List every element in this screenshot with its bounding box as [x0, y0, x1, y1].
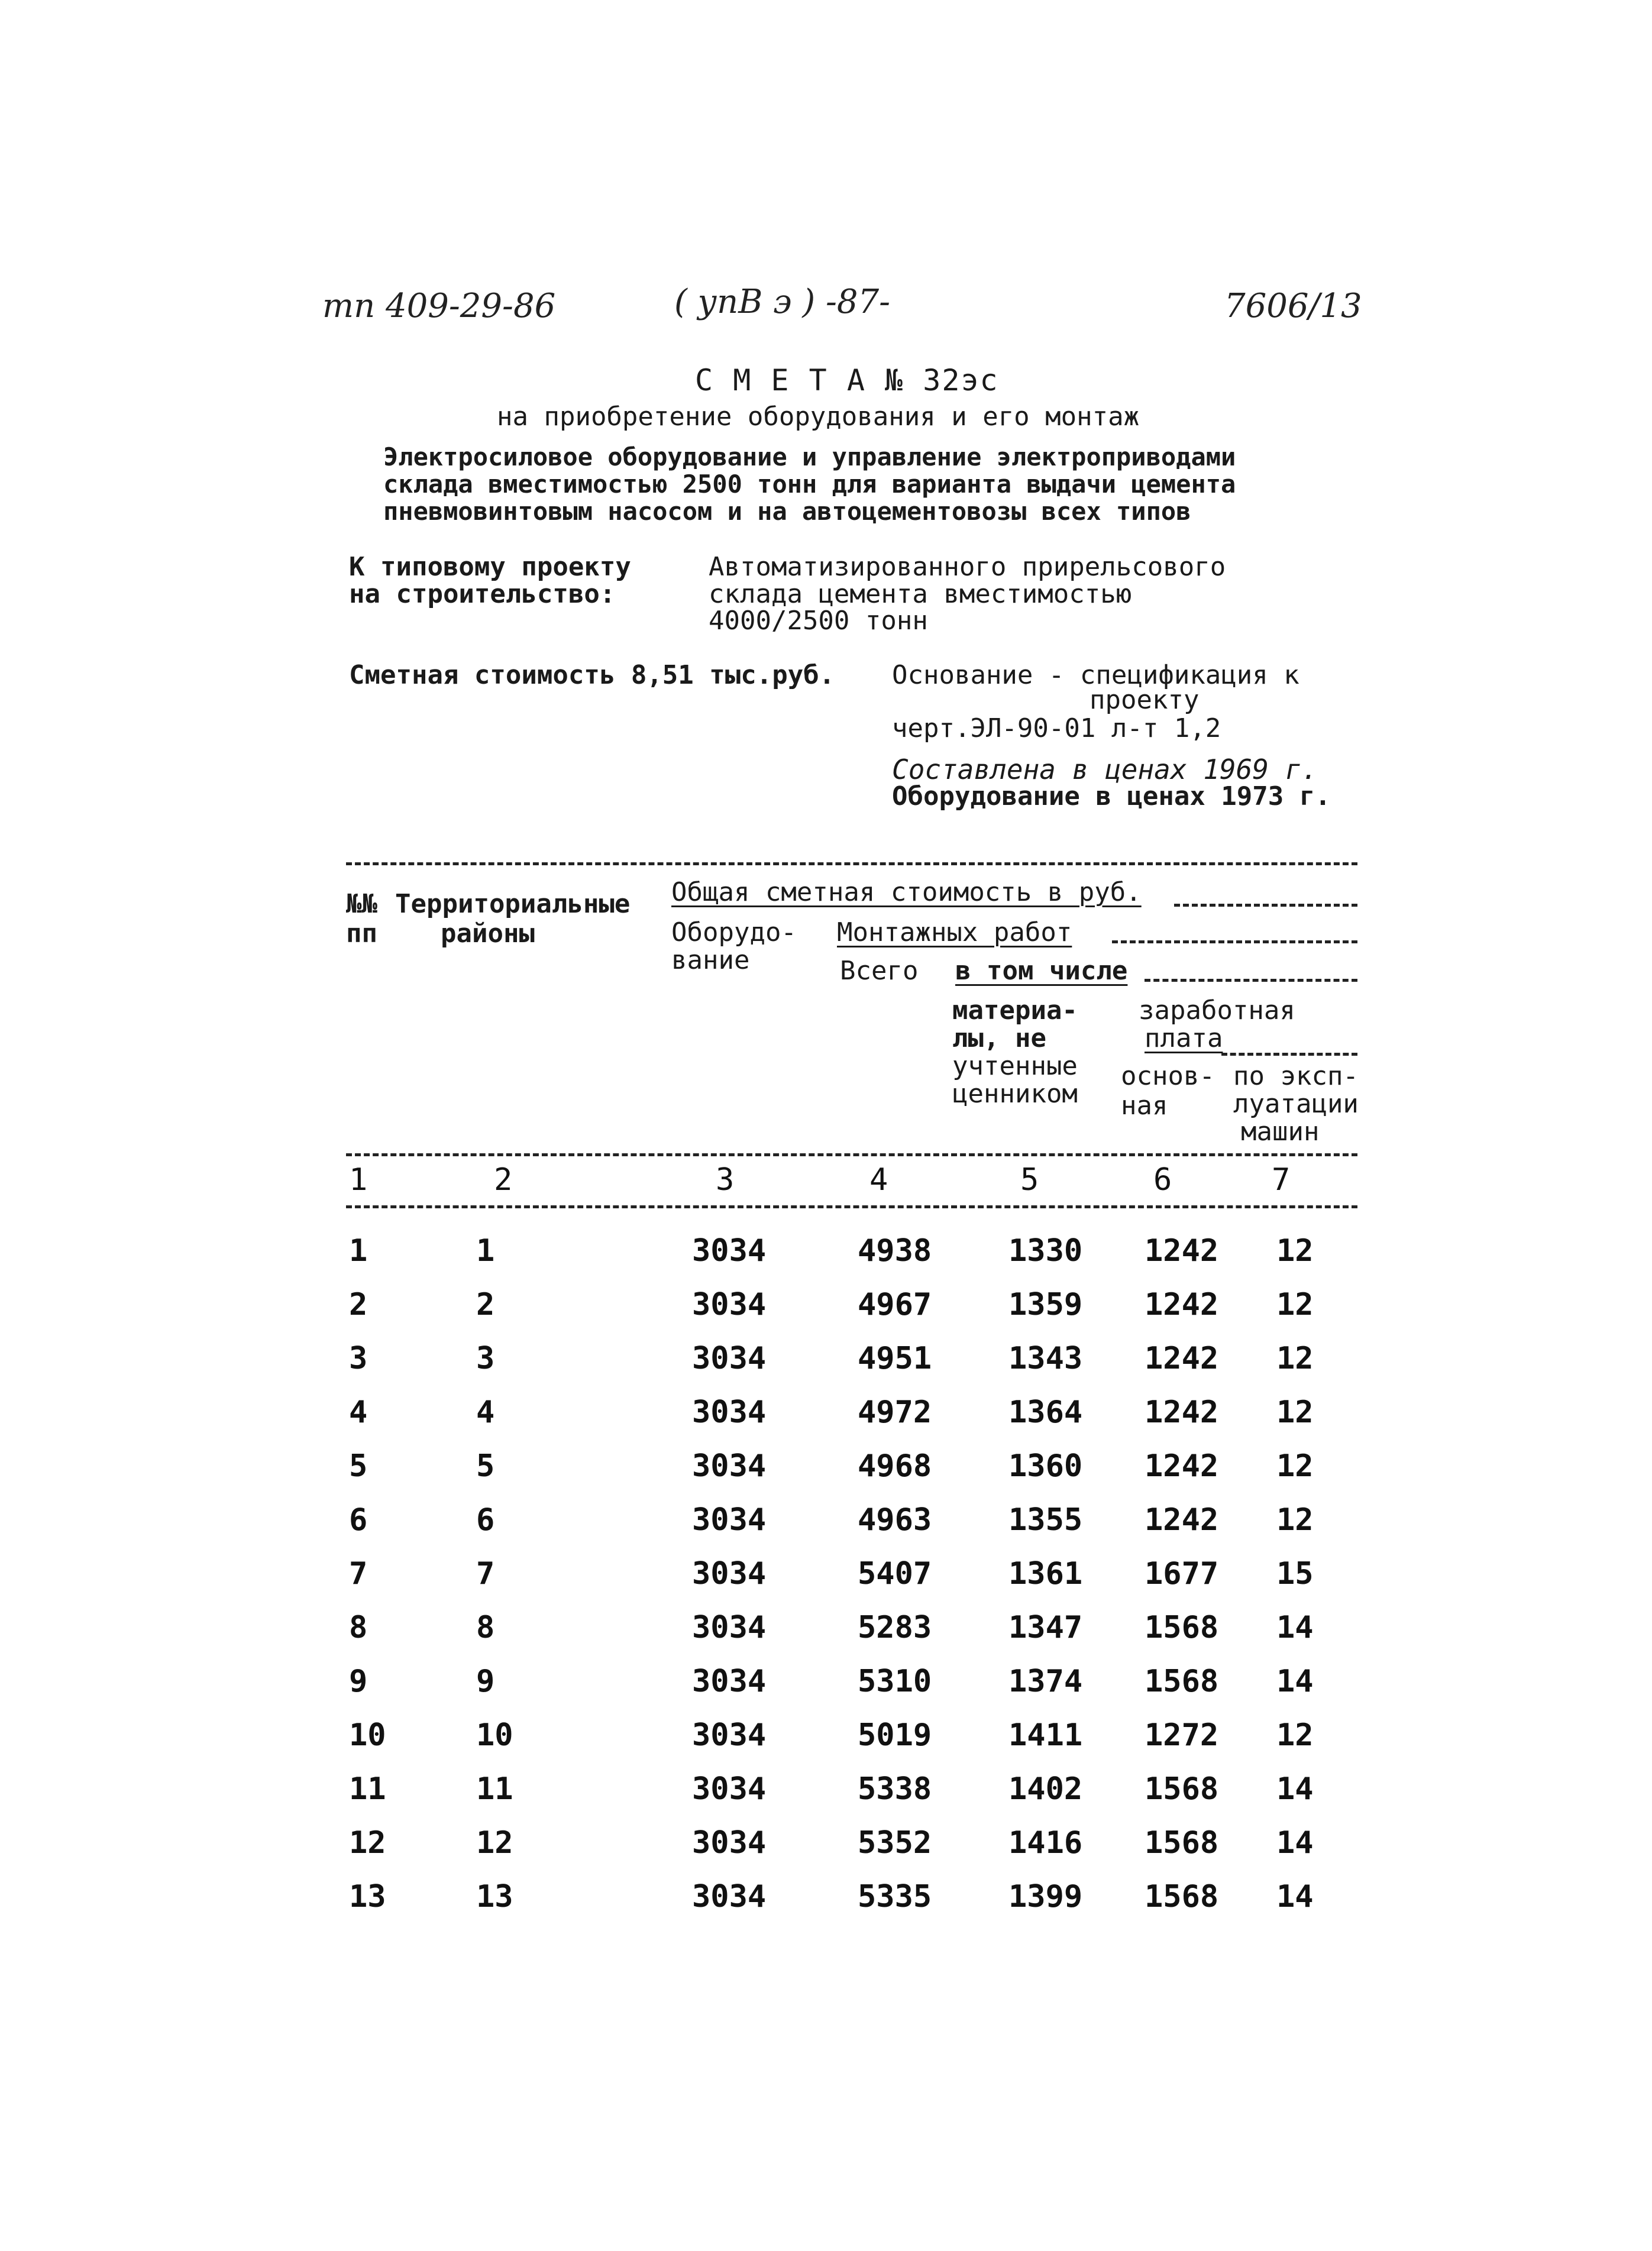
project-label-1: К типовому проекту: [349, 552, 631, 582]
table-cell: 2: [349, 1287, 368, 1322]
install-rule: [1112, 940, 1357, 943]
project-value-1: Автоматизированного прирельсового: [709, 552, 1226, 582]
col-number: 6: [1153, 1162, 1172, 1198]
table-cell: 1568: [1145, 1664, 1219, 1699]
project-value-3: 4000/2500 тонн: [709, 606, 928, 636]
basis-line-3: черт.ЭЛ-90-01 л-т 1,2: [892, 713, 1221, 743]
wage-rule: [1221, 1053, 1357, 1056]
col-basic-header-1: основ-: [1121, 1061, 1215, 1091]
table-cell: 1568: [1145, 1610, 1219, 1645]
table-cell: 1242: [1145, 1287, 1219, 1322]
table-cell: 12: [349, 1825, 386, 1861]
project-value-2: склада цемента вместимостью: [709, 579, 1132, 609]
table-cell: 14: [1276, 1610, 1314, 1645]
table-cell: 3034: [692, 1718, 767, 1753]
col-region-header-2: районы: [441, 918, 535, 949]
col-number: 4: [869, 1162, 888, 1198]
table-cell: 14: [1276, 1771, 1314, 1807]
project-label-2: на строительство:: [349, 579, 616, 609]
table-cell: 7: [476, 1556, 495, 1592]
table-cell: 3034: [692, 1610, 767, 1645]
table-cell: 5338: [858, 1771, 932, 1807]
table-cell: 3034: [692, 1341, 767, 1376]
table-cell: 4: [476, 1395, 495, 1430]
table-cell: 3034: [692, 1233, 767, 1269]
table-cell: 5283: [858, 1610, 932, 1645]
table-cell: 6: [476, 1502, 495, 1538]
table-cell: 7: [349, 1556, 368, 1592]
table-cell: 1359: [1008, 1287, 1083, 1322]
table-cell: 1242: [1145, 1233, 1219, 1269]
table-cell: 12: [1276, 1233, 1314, 1269]
table-cell: 4951: [858, 1341, 932, 1376]
table-cell: 11: [476, 1771, 513, 1807]
table-cell: 12: [1276, 1718, 1314, 1753]
table-cell: 6: [349, 1502, 368, 1538]
table-cell: 1411: [1008, 1718, 1083, 1753]
table-cell: 14: [1276, 1879, 1314, 1914]
incl-rule: [1145, 979, 1357, 982]
table-cell: 9: [349, 1664, 368, 1699]
col-equipment-header-2: вание: [671, 945, 750, 975]
table-cell: 3034: [692, 1825, 767, 1861]
table-cell: 12: [1276, 1341, 1314, 1376]
table-cell: 1343: [1008, 1341, 1083, 1376]
table-cell: 1677: [1145, 1556, 1219, 1592]
table-cell: 1242: [1145, 1448, 1219, 1484]
table-cell: 11: [349, 1771, 386, 1807]
table-cell: 2: [476, 1287, 495, 1322]
table-cell: 12: [476, 1825, 513, 1861]
table-cell: 12: [1276, 1287, 1314, 1322]
table-cell: 10: [349, 1718, 386, 1753]
col-basic-header-2: ная: [1121, 1091, 1168, 1121]
table-cell: 1399: [1008, 1879, 1083, 1914]
table-cell: 1: [476, 1233, 495, 1269]
col-machines-header-1: по эксп-: [1233, 1061, 1359, 1091]
col-number: 3: [716, 1162, 735, 1198]
table-cell: 3034: [692, 1771, 767, 1807]
header-bottom-rule: [346, 1153, 1357, 1156]
install-header: Монтажных работ: [837, 917, 1072, 947]
table-cell: 14: [1276, 1825, 1314, 1861]
table-cell: 3034: [692, 1556, 767, 1592]
table-cell: 1242: [1145, 1341, 1219, 1376]
table-cell: 1361: [1008, 1556, 1083, 1592]
total-cost-rule: [1174, 904, 1357, 907]
col-total-header: Всего: [840, 956, 919, 986]
table-cell: 5407: [858, 1556, 932, 1592]
table-cell: 5310: [858, 1664, 932, 1699]
table-cell: 10: [476, 1718, 513, 1753]
page-code: ( упВ э ) -87-: [674, 283, 891, 321]
col-equipment-header-1: Оборудо-: [671, 917, 797, 947]
table-cell: 4968: [858, 1448, 932, 1484]
equipment-prices-year: Оборудование в ценах 1973 г.: [892, 781, 1331, 811]
table-cell: 1360: [1008, 1448, 1083, 1484]
table-cell: 3034: [692, 1502, 767, 1538]
total-cost-header: Общая сметная стоимость в руб.: [671, 877, 1142, 907]
wage-header: заработная: [1139, 995, 1295, 1026]
table-cell: 5: [349, 1448, 368, 1484]
col-numbers-rule: [346, 1205, 1357, 1208]
estimated-cost: Сметная стоимость 8,51 тыс.руб.: [349, 660, 835, 690]
project-code: тп 409-29-86: [322, 287, 556, 325]
col-machines-header-3: машин: [1241, 1117, 1320, 1147]
table-top-rule: [346, 862, 1357, 865]
table-cell: 1416: [1008, 1825, 1083, 1861]
document-subtitle: на приобретение оборудования и его монтаж: [497, 402, 1140, 432]
table-cell: 4967: [858, 1287, 932, 1322]
table-cell: 8: [349, 1610, 368, 1645]
col-materials-header-1: материа-: [952, 995, 1078, 1026]
table-cell: 12: [1276, 1502, 1314, 1538]
table-cell: 5335: [858, 1879, 932, 1914]
table-cell: 1568: [1145, 1771, 1219, 1807]
table-cell: 1: [349, 1233, 368, 1269]
col-materials-header-3: учтенные: [952, 1051, 1078, 1081]
table-cell: 1364: [1008, 1395, 1083, 1430]
table-cell: 3034: [692, 1287, 767, 1322]
table-cell: 3: [349, 1341, 368, 1376]
document-title: С М Е Т А № 32эс: [695, 363, 999, 397]
table-cell: 4972: [858, 1395, 932, 1430]
table-cell: 4938: [858, 1233, 932, 1269]
col-materials-header-4: ценником: [952, 1079, 1078, 1109]
table-cell: 9: [476, 1664, 495, 1699]
table-cell: 1374: [1008, 1664, 1083, 1699]
table-cell: 13: [349, 1879, 386, 1914]
document-number: 7606/13: [1224, 287, 1362, 325]
table-cell: 3: [476, 1341, 495, 1376]
table-cell: 1272: [1145, 1718, 1219, 1753]
table-cell: 1355: [1008, 1502, 1083, 1538]
col-materials-header-2: лы, не: [952, 1023, 1046, 1053]
col-number: 7: [1272, 1162, 1291, 1198]
table-cell: 1568: [1145, 1825, 1219, 1861]
table-cell: 5019: [858, 1718, 932, 1753]
col-region-header-1: Территориальные: [395, 889, 631, 919]
prices-year: Составлена в ценах 1969 г.: [892, 753, 1318, 785]
table-cell: 3034: [692, 1395, 767, 1430]
table-cell: 1568: [1145, 1879, 1219, 1914]
incl-header: в том числе: [955, 956, 1128, 986]
wage-sub-header: плата: [1145, 1023, 1223, 1053]
col-num-header-2: пп: [346, 918, 377, 949]
table-cell: 5352: [858, 1825, 932, 1861]
table-cell: 3034: [692, 1448, 767, 1484]
table-cell: 3034: [692, 1879, 767, 1914]
table-cell: 1242: [1145, 1502, 1219, 1538]
col-number: 5: [1020, 1162, 1039, 1198]
table-cell: 14: [1276, 1664, 1314, 1699]
table-cell: 8: [476, 1610, 495, 1645]
table-cell: 1402: [1008, 1771, 1083, 1807]
table-cell: 15: [1276, 1556, 1314, 1592]
basis-line-2: проекту: [1090, 685, 1200, 715]
col-number: 1: [349, 1162, 368, 1198]
col-machines-header-2: луатации: [1233, 1089, 1359, 1119]
basis-line-1: Основание - спецификация к: [892, 660, 1299, 690]
table-cell: 4963: [858, 1502, 932, 1538]
table-cell: 4: [349, 1395, 368, 1430]
table-cell: 13: [476, 1879, 513, 1914]
table-cell: 1347: [1008, 1610, 1083, 1645]
table-cell: 5: [476, 1448, 495, 1484]
col-num-header-1: №№: [346, 889, 377, 919]
subject-line-1: Электросиловое оборудование и управление электроприводами: [383, 442, 1236, 471]
table-cell: 1242: [1145, 1395, 1219, 1430]
table-cell: 1330: [1008, 1233, 1083, 1269]
subject-line-3: пневмовинтовым насосом и на автоцементовозы всех типов: [383, 497, 1191, 526]
table-cell: 12: [1276, 1448, 1314, 1484]
subject-line-2: склада вместимостью 2500 тонн для варианта выдачи цемента: [383, 470, 1236, 499]
table-cell: 12: [1276, 1395, 1314, 1430]
col-number: 2: [494, 1162, 513, 1198]
table-cell: 3034: [692, 1664, 767, 1699]
